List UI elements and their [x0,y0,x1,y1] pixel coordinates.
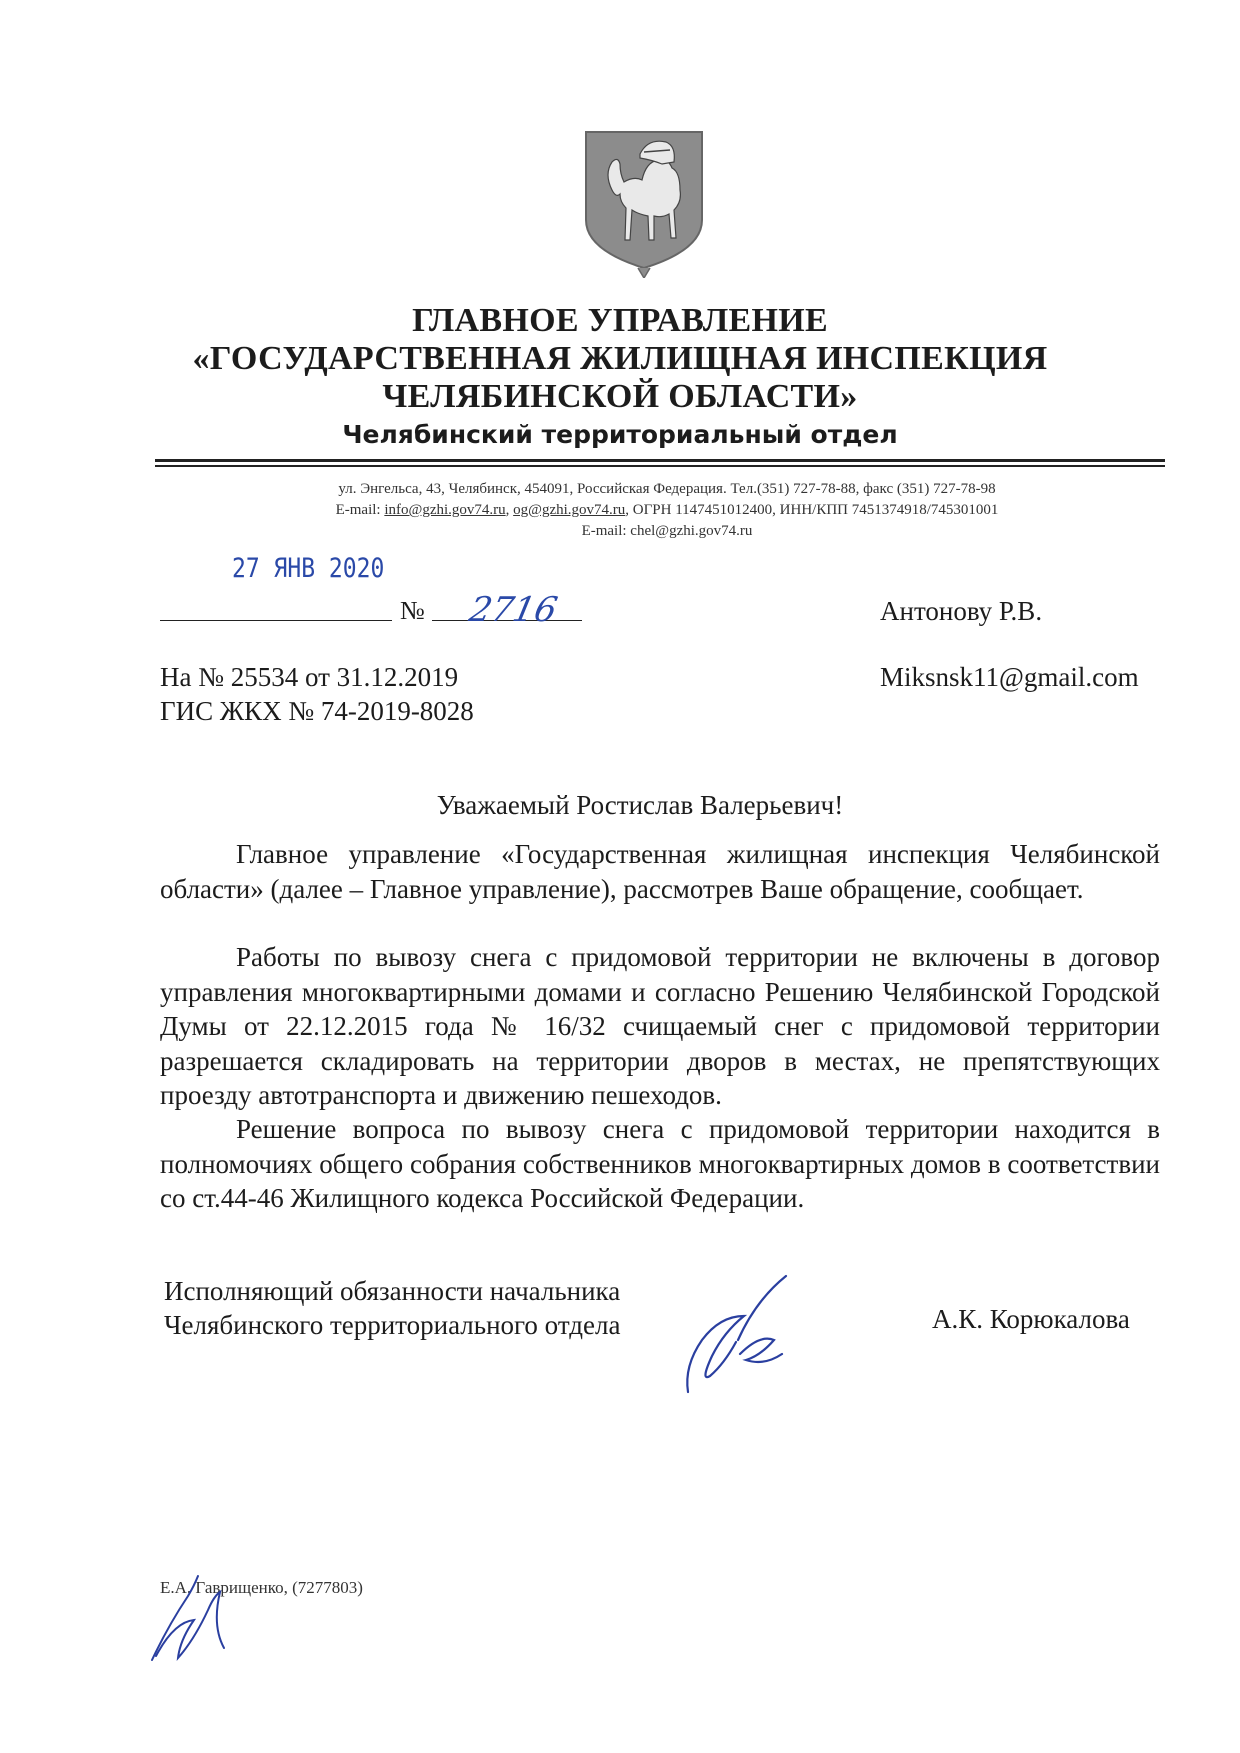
paragraph-text: Решение вопроса по вывозу снега с придомовой территории находится в полномочиях общего собрания собственников многоквартирных домов в соответствии со ст.44-46 Жилищного кодекса Российской Федерации. [160,1114,1160,1213]
registration-date-stamp: 27 ЯНВ 2020 [232,554,385,584]
number-sign: № [400,596,425,625]
recipient-email: Miksnsk11@gmail.com [880,662,1139,692]
contact-address: ул. Энгельса, 43, Челябинск, 454091, Российская Федерация. Тел.(351) 727-78-88, факс (351) 727-78-98 [338,481,996,497]
email-separator: , [505,502,514,518]
outgoing-number-handwritten: 2716 [465,590,561,630]
body-paragraph-2 [160,940,1160,1113]
org-name-line1: ГЛАВНОЕ УПРАВЛЕНИЕ [412,302,828,339]
handwritten-signature [680,1270,810,1400]
org-name-line3: ЧЕЛЯБИНСКОЙ ОБЛАСТИ» [382,378,858,415]
signatory-title-line2: Челябинского территориального отдела [164,1310,621,1340]
header-divider-thick [155,459,1165,462]
email-link-og[interactable]: og@gzhi.gov74.ru [513,502,626,518]
signatory-name: А.К. Корюкалова [932,1304,1130,1334]
department-name: Челябинский территориальный отдел [342,420,898,449]
executor-note: Е.А. Гаврищенко, (7277803) [160,1578,363,1597]
registration-ids: , ОГРН 1147451012400, ИНН/КПП 7451374918/745301001 [625,502,999,518]
email-link-info[interactable]: info@gzhi.gov74.ru [384,502,506,518]
contact-dept-email: E-mail: chel@gzhi.gov74.ru [581,523,753,539]
coat-of-arms-icon [582,128,706,278]
body-paragraph-1 [160,837,1160,906]
reference-number: На № 25534 от 31.12.2019 [160,662,459,692]
executor-signature [148,1566,228,1666]
paragraph-text: Работы по вывозу снега с придомовой территории не включены в договор управления многоквартирными домами и согласно Решению Челябинской Городской Думы от 22.12.2015 года № 16/32 счищаемый снег с придомовой территории разрешается складировать на территории дворов в местах, не препятствующих проезду автотранспорта и движению пешеходов. [160,942,1160,1110]
body-paragraph-3 [160,1112,1160,1216]
org-name-line2: «ГОСУДАРСТВЕННАЯ ЖИЛИЩНАЯ ИНСПЕКЦИЯ [192,340,1048,377]
signatory-title-line1: Исполняющий обязанности начальника [164,1276,621,1306]
paragraph-text: Главное управление «Государственная жилищная инспекция Челябинской области» (далее – Главное управление), рассмотрев Ваше обращение, сообщает. [160,839,1160,904]
contact-emails-ids [0,502,1240,519]
header-divider-thin [155,465,1165,467]
date-blank-line [160,620,392,621]
recipient-name: Антонову Р.В. [880,596,1043,626]
email-label: E-mail: [335,502,385,518]
salutation: Уважаемый Ростислав Валерьевич! [436,790,844,820]
reference-gis-number: ГИС ЖКХ № 74-2019-8028 [160,696,474,726]
